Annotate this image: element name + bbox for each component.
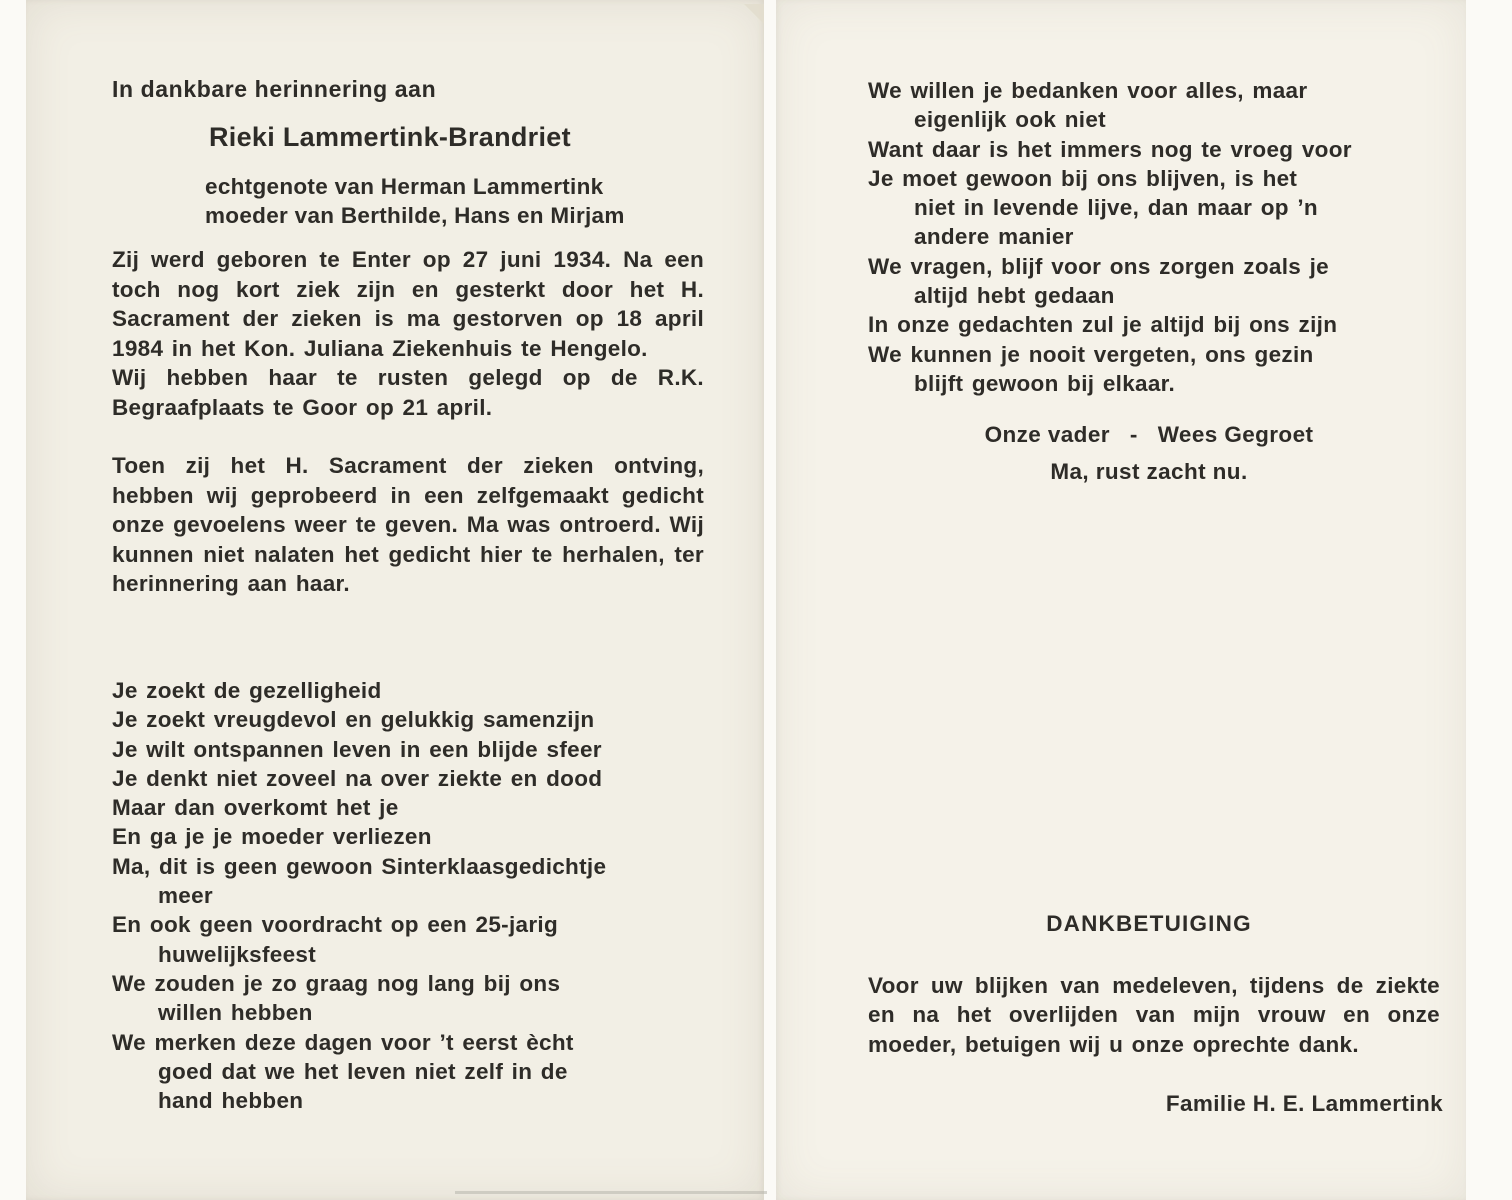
- poem-line: hand hebben: [158, 1088, 304, 1114]
- relation-line: echtgenote van Herman Lammertink: [205, 174, 604, 199]
- poem-line: We kunnen je nooit vergeten, ons gezin: [868, 341, 1314, 367]
- page-corner-fold: [744, 4, 764, 24]
- poem-line: blijft gewoon bij elkaar.: [914, 370, 1176, 396]
- poem-left-column: [112, 676, 606, 1115]
- poem-line: huwelijksfeest: [158, 941, 317, 967]
- poem-line: We vragen, blijf voor ons zorgen zoals je: [868, 253, 1329, 279]
- poem-line: Maar dan overkomt het je: [112, 795, 399, 821]
- biography-paragraph: Zij werd geboren te Enter op 27 juni 1934. Na een toch nog kort ziek zijn en gesterkt door het H. Sacrament der zieken is ma gestorven op 18 april 1984 in het Kon. Juliana Ziekenhuis te Hengelo.: [112, 247, 704, 361]
- poem-line: We merken deze dagen voor ’t eerst ècht: [112, 1029, 574, 1055]
- poem-line: Je zoekt vreugdevol en gelukkig samenzijn: [112, 707, 595, 733]
- family-signature: Familie H. E. Lammertink: [1165, 1091, 1443, 1116]
- poem-line: Je zoekt de gezelligheid: [112, 678, 382, 703]
- poem-line: altijd hebt gedaan: [914, 283, 1115, 309]
- poem-line: Je denkt niet zoveel na over ziekte en dood: [112, 765, 603, 791]
- memorial-card-right-page: [776, 0, 1466, 1200]
- poem-line: We willen je bedanken voor alles, maar: [868, 78, 1308, 103]
- biography-paragraph: Wij hebben haar te rusten gelegd op de R.K. Begraafplaats te Goor op 21 april.: [112, 365, 704, 420]
- closing-line: Ma, rust zacht nu.: [1050, 459, 1248, 484]
- biography-text: [112, 245, 704, 599]
- poem-line: meer: [158, 883, 213, 909]
- poem-line: Je moet gewoon bij ons blijven, is het: [868, 165, 1298, 191]
- poem-line: We zouden je zo graag nog lang bij ons: [112, 970, 561, 996]
- intro-line: In dankbare herinnering aan: [112, 76, 437, 102]
- poem-line: En ga je je moeder verliezen: [112, 824, 432, 850]
- poem-line: In onze gedachten zul je altijd bij ons zijn: [868, 312, 1338, 338]
- poem-right-column: [868, 76, 1352, 398]
- poem-line: Want daar is het immers nog te vroeg voor: [868, 136, 1352, 162]
- poem-line: eigenlijk ook niet: [914, 107, 1106, 133]
- poem-line: En ook geen voordracht op een 25-jarig: [112, 912, 558, 938]
- poem-line: goed dat we het leven niet zelf in de: [158, 1058, 568, 1084]
- poem-line: Ma, dit is geen gewoon Sinterklaasgedichtje: [112, 853, 607, 879]
- relation-lines: [205, 172, 625, 230]
- acknowledgement-title: DANKBETUIGING: [1046, 911, 1252, 936]
- biography-paragraph: Toen zij het H. Sacrament der zieken ontving, hebben wij geprobeerd in een zelfgemaakt gedicht onze gevoelens weer te geven. Ma was ontroerd. Wij kunnen niet nalaten het gedicht hier te herhalen, ter herinnering aan haar.: [112, 453, 704, 596]
- poem-line: niet in levende lijve, dan maar op ’n: [914, 195, 1318, 221]
- scan-artifact-line: [455, 1191, 767, 1194]
- relation-line: moeder van Berthilde, Hans en Mirjam: [205, 203, 625, 228]
- memorial-card-left-page: [26, 0, 764, 1200]
- poem-line: Je wilt ontspannen leven in een blijde sfeer: [112, 736, 602, 762]
- poem-line: andere manier: [914, 224, 1074, 250]
- poem-line: willen hebben: [158, 1000, 313, 1026]
- deceased-name: Rieki Lammertink-Brandriet: [209, 122, 571, 152]
- acknowledgement-text: Voor uw blijken van medeleven, tijdens de ziekte en na het overlijden van mijn vrouw en onze moeder, betuigen wij u onze oprechte dank.: [868, 973, 1440, 1057]
- prayers-line: Onze vader - Wees Gegroet: [984, 422, 1314, 447]
